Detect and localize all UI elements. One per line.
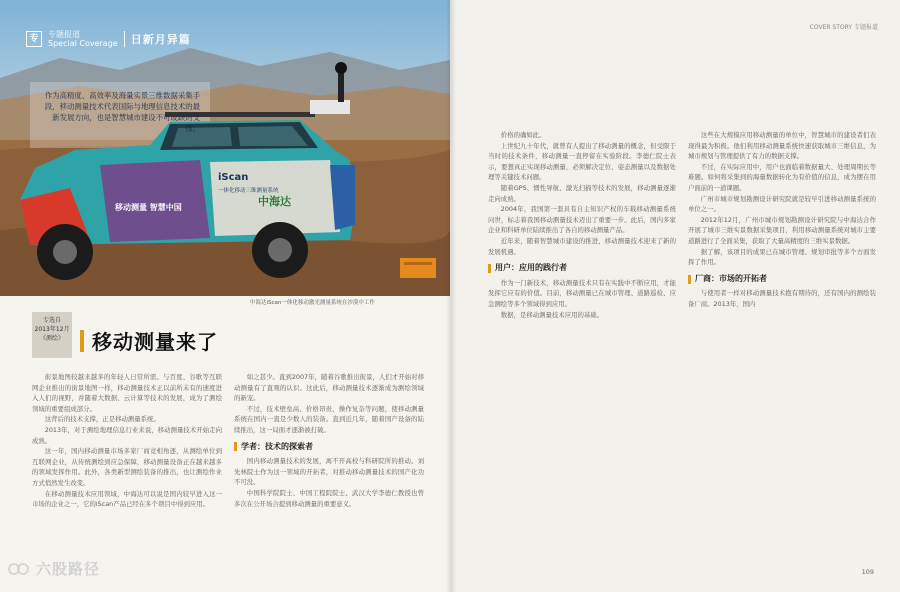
column-4: [688, 130, 876, 310]
column-1: [32, 372, 222, 510]
paragraph: 2004年，我国第一套具有自主知识产权的车载移动测量系统问世，标志着我国移动测量技术迈出了重要一步。此后，国内多家企业和科研单位陆续推出了各自的移动测量产品。: [488, 205, 676, 235]
paragraph: 随着GPS、惯性导航、激光扫描等技术的发展，移动测量逐渐走向成熟。: [488, 183, 676, 203]
paragraph: 不过，技术壁垒高、价格昂贵、操作复杂等问题，使移动测量系统在国内一直是少数人的装备。直到近几年，随着国产设备的陆续推出，这一局面才逐渐被打破。: [234, 404, 424, 434]
paragraph: 这背后的技术支撑，正是移动测量系统。: [44, 415, 160, 424]
section-title: 日新月异篇: [130, 33, 191, 46]
paragraph: 街景地图较越来越多的年轻人日常所需。与百度、谷歌等互联网企业推出的街景地图一样，移动测量技术正以前所未有的速度进入人们的视野，并随着大数据、云计算等技术的发展，成为了测绘领域的重要组成部分。: [32, 373, 222, 413]
source-line-1: 专选自: [42, 317, 61, 324]
subheading-bar: [688, 275, 691, 284]
source-badge: [32, 312, 72, 358]
source-line-3: 《测绘》: [39, 335, 64, 342]
subheading-text: 用户：应用的践行者: [495, 263, 567, 273]
paragraph: 如之甚少。直到2007年，随着谷歌推出街景，人们才开始对移动测量有了直观的认识。这此后，移动测量技术逐渐成为测绘领域的新宠。: [234, 373, 424, 403]
subheading-bar: [234, 442, 237, 451]
svg-text:移动测量 智慧中国: 移动测量 智慧中国: [115, 203, 182, 212]
paragraph: 中国科学院院士、中国工程院院士、武汉大学李德仁教授也曾多次在公开场合提到移动测量的重要意义。: [234, 488, 424, 508]
column-2: [234, 372, 424, 509]
paragraph: 2012年12月，广州市城市规划勘测设计研究院与中海达合作开展了城市三维实景数据采集项目，利用移动测量系统对城市主要道路进行了全面采集，获取了大量高精度的三维实景数据。: [688, 215, 876, 245]
title-accent-bar: [80, 330, 84, 352]
column-3: [488, 130, 676, 320]
photo-caption: 中海达iScan一体化移动激光测量系统在沙漠中工作: [250, 300, 375, 306]
paragraph: 在移动测量技术应用领域，中海达可以说是国内较早进入这一市场的企业之一，它的iScan产品已经在多个项目中得到应用。: [32, 489, 222, 509]
paragraph: 近年来，随着智慧城市建设的推进，移动测量技术迎来了新的发展机遇。: [488, 236, 676, 256]
subheading: [234, 442, 424, 453]
page-gutter: [446, 0, 456, 592]
section-icon: 专: [26, 31, 42, 47]
watermark-icon: [8, 561, 30, 577]
divider: [124, 31, 125, 47]
paragraph: 这一年，国内移动测量市场多家厂商竞相角逐，从测绘单位到互联网企业，从传统测绘到应急保障，移动测量设备正在越来越多的领域发挥作用。此外，各类新型测绘装备的推出，也让测绘作业方式悄然发生改变。: [32, 447, 222, 487]
paragraph: 据了解，该项目的成果已在城市管理、规划审批等多个方面发挥了作用。: [688, 247, 876, 267]
section-label: [48, 30, 118, 48]
paragraph: 价格的确如此。: [500, 131, 546, 139]
paragraph: 与使用者一样对移动测量技术抱有期待的，还有国内的测绘装备厂商。2013年，国内: [688, 289, 876, 308]
subheading-text: 厂商：市场的开拓者: [695, 273, 767, 283]
paragraph: 2013年，对于测绘地理信息行业来说，移动测量技术开始走向成熟。: [32, 425, 222, 445]
page-number: 109: [861, 568, 874, 576]
paragraph: 数据，是移动测量技术应用的基础。: [500, 310, 604, 319]
section-label-en: Special Coverage: [48, 39, 118, 48]
svg-text:中海达: 中海达: [258, 195, 291, 208]
watermark: [8, 558, 100, 579]
watermark-text: 六股路径: [36, 560, 101, 578]
paragraph: 上世纪九十年代，就曾有人提出了移动测量的概念，但受限于当时的技术条件，移动测量一直停留在实验阶段。李德仁院士表示，要想真正实现移动测量，必须解决定位、姿态测量以及数据处理等关键技术问题。: [488, 141, 676, 182]
paragraph: 国内移动测量技术的发展，离不开高校与科研院所的推动。刘先林院士作为这一领域的开拓者，对推动移动测量技术的国产化功不可没。: [234, 457, 424, 487]
subheading-bar: [488, 264, 491, 273]
subheading: [688, 274, 876, 285]
section-header: [26, 30, 191, 48]
source-line-2: 2013年12月: [34, 326, 70, 333]
intro-text: 作为高精度、高效率及海量实景三维数据采集手段，移动测量技术代表国际与地理信息技术的最新发展方向，也是智慧城市建设不可或缺的支撑。: [44, 91, 200, 133]
svg-text:一体化移动三维测量系统: 一体化移动三维测量系统: [218, 188, 279, 194]
running-head: COVER STORY 专题报道: [809, 24, 878, 31]
subheading-text: 学者：技术的探索者: [241, 441, 313, 451]
svg-text:iScan: iScan: [218, 172, 249, 183]
article-title: 移动测量来了: [92, 330, 218, 354]
right-page: [450, 0, 900, 592]
paragraph: 作为一门新技术，移动测量技术只有在实践中不断应用，才能发挥它应有的价值。目前，移动测量已在城市管理、道路巡检、应急测绘等多个领域得到应用。: [488, 278, 676, 308]
paragraph: 广州市城市规划勘测设计研究院就是较早引进移动测量系统的单位之一。: [688, 194, 876, 214]
paragraph: 这些在大规模应用移动测量的单位中，智慧城市的建设者们表现得最为积极。他们利用移动测量系统快速获取城市三维信息，为城市规划与管理提供了有力的数据支撑。: [688, 131, 876, 161]
cover-photo: [0, 0, 450, 296]
subheading: [488, 263, 676, 274]
section-label-cn: 专题报道: [48, 30, 80, 39]
paragraph: 不过，在实际应用中，用户也面临着数据量大、处理周期长等难题。如何将采集到的海量数据转化为有价值的信息，成为摆在用户面前的一道课题。: [688, 162, 876, 192]
